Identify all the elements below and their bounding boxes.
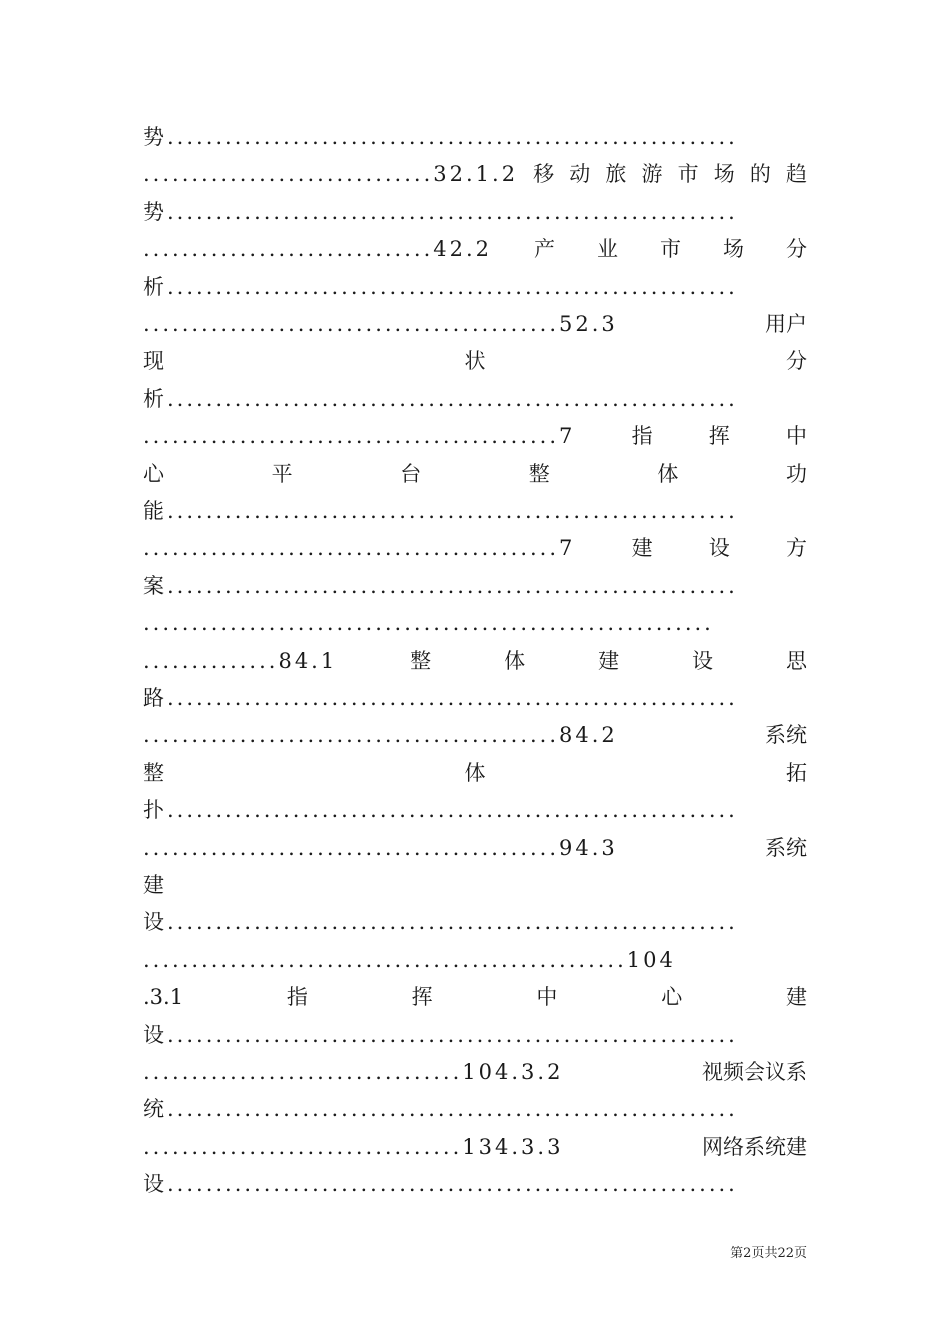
toc-line: .................................104.3.2 视频会议系	[143, 1060, 807, 1084]
toc-line: 设...........................................................	[143, 910, 738, 935]
toc-line: 统...........................................................	[143, 1097, 738, 1122]
toc-line: 案...........................................................	[143, 573, 738, 598]
toc-line: 扑...........................................................	[143, 798, 738, 823]
toc-line: 势...........................................................	[143, 125, 738, 149]
toc-line: .................................134.3.3 网络系统建	[143, 1134, 807, 1159]
page-number-footer: 第2页共22页	[730, 1246, 807, 1261]
toc-line: ..............................32.1.2 移 动 旅 游 市 场 的 趋	[143, 162, 807, 187]
toc-line: ...........................................94.3 系统	[143, 835, 807, 860]
toc-line: 现 状 分	[143, 349, 807, 374]
toc-line: 析...........................................................	[143, 274, 738, 299]
toc-line: ..............................42.2 产 业 市 场 分	[143, 237, 807, 262]
toc-line: 势...........................................................	[143, 199, 738, 224]
toc-line: 建	[143, 873, 164, 897]
toc-line: 心 平 台 整 体 功	[143, 461, 807, 486]
toc-line: 设...........................................................	[143, 1022, 738, 1047]
toc-line: ...........................................................	[143, 611, 714, 636]
toc-line: ...........................................7 指 挥 中	[143, 424, 807, 449]
toc-line: ...........................................52.3 用户	[143, 312, 807, 336]
toc-line: ...........................................7 建 设 方	[143, 536, 807, 561]
toc-line: ...........................................84.2 系统	[143, 723, 807, 748]
toc-line: .3.1 指 挥 中 心 建	[143, 985, 807, 1010]
toc-line: 整 体 拓	[143, 760, 807, 785]
toc-line: 路...........................................................	[143, 686, 738, 710]
toc-line: ..................................................104	[143, 947, 676, 972]
toc-line: 能...........................................................	[143, 499, 738, 523]
toc-line: 析...........................................................	[143, 386, 738, 411]
toc-line: ..............84.1 整 体 建 设 思	[143, 648, 807, 673]
toc-line: 设...........................................................	[143, 1172, 738, 1197]
